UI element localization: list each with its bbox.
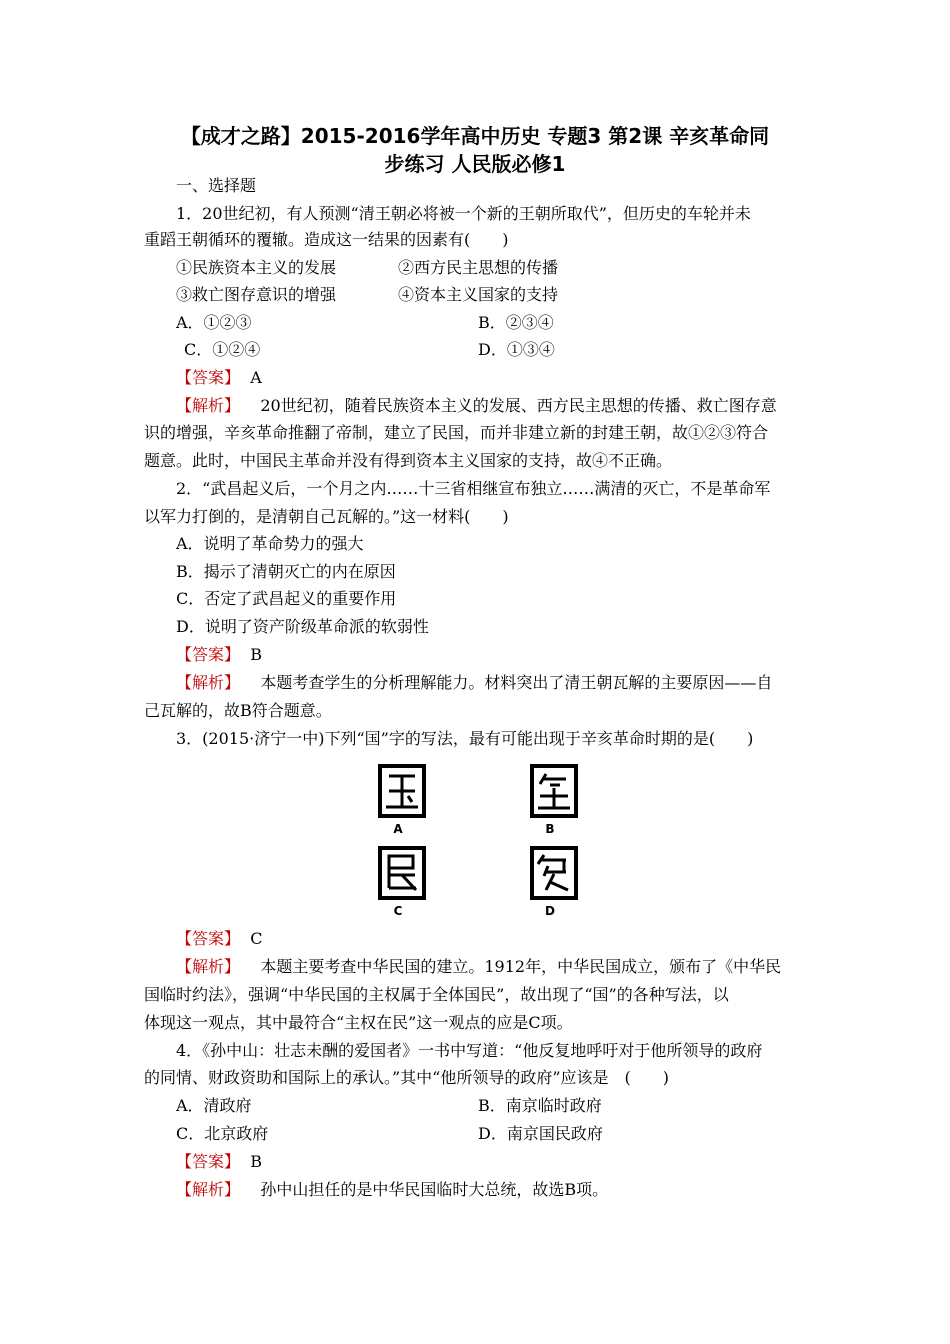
q4-stem-line-2: 的同情、财政资助和国际上的承认。”其中“他所领导的政府”应该是 ( ) bbox=[144, 1068, 670, 1087]
q4-option-d: D．南京国民政府 bbox=[478, 1124, 603, 1143]
answer-label: 【答案】 bbox=[176, 368, 241, 387]
answer-value: B bbox=[250, 1152, 262, 1171]
figure-label-c: C bbox=[393, 904, 403, 918]
q1-option-c: C．①②④ bbox=[184, 340, 261, 359]
q2-analysis-line-1 bbox=[176, 673, 772, 693]
q3-analysis-line-1 bbox=[176, 957, 781, 977]
document-title bbox=[100, 122, 850, 178]
figure-label-d: D bbox=[545, 904, 555, 918]
q2-option-d: D．说明了资产阶级革命派的软弱性 bbox=[176, 617, 429, 636]
answer-label: 【答案】 bbox=[176, 929, 241, 948]
figure-label-b: B bbox=[545, 822, 555, 836]
q1-option-a: A．①②③ bbox=[176, 313, 252, 332]
q3-analysis-line-3: 体现这一观点，其中最符合“主权在民”这一观点的应是C项。 bbox=[144, 1013, 573, 1032]
q3-answer bbox=[176, 929, 262, 949]
analysis-text: 本题考查学生的分析理解能力。材料突出了清王朝瓦解的主要原因——自 bbox=[260, 673, 773, 692]
q4-stem-line-1: 4．《孙中山：壮志未酬的爱国者》一书中写道：“他反复地呼吁对于他所领导的政府 bbox=[176, 1041, 763, 1060]
answer-value: C bbox=[250, 929, 263, 948]
q1-option-d: D．①③④ bbox=[478, 340, 555, 359]
answer-value: B bbox=[250, 645, 262, 664]
analysis-label: 【解析】 bbox=[176, 396, 241, 415]
q3-stem: 3．(2015·济宁一中)下列“国”字的写法，最有可能出现于辛亥革命时期的是( ) bbox=[176, 729, 754, 748]
analysis-label: 【解析】 bbox=[176, 1180, 241, 1199]
analysis-text: 20世纪初，随着民族资本主义的发展、西方民主思想的传播、救亡图存意 bbox=[260, 396, 777, 415]
q2-answer bbox=[176, 645, 262, 665]
q3-analysis-line-2: 国临时约法》，强调“中华民国的主权属于全体国民”，故出现了“国”的各种写法，以 bbox=[144, 985, 729, 1004]
answer-label: 【答案】 bbox=[176, 1152, 241, 1171]
q1-item-2: ②西方民主思想的传播 bbox=[398, 258, 559, 277]
q2-stem-line-2: 以军力打倒的，是清朝自己瓦解的。”这一材料( ) bbox=[144, 507, 509, 526]
title-line-2: 步练习 人民版必修1 bbox=[384, 152, 566, 176]
q1-stem-line-1: 1．20世纪初，有人预测“清王朝必将被一个新的王朝所取代”，但历史的车轮并未 bbox=[176, 204, 751, 223]
q1-item-4: ④资本主义国家的支持 bbox=[398, 285, 559, 304]
answer-value: A bbox=[250, 368, 262, 387]
q1-item-1: ①民族资本主义的发展 bbox=[176, 258, 337, 277]
analysis-text: 孙中山担任的是中华民国临时大总统，故选B项。 bbox=[260, 1180, 609, 1199]
q1-analysis-line-3: 题意。此时，中国民主革命并没有得到资本主义国家的支持，故④不正确。 bbox=[144, 451, 673, 470]
q1-option-b: B．②③④ bbox=[478, 313, 554, 332]
q4-option-a: A．清政府 bbox=[176, 1096, 252, 1115]
q1-analysis-line-2: 识的增强，辛亥革命推翻了帝制，建立了民国，而并非建立新的封建王朝，故①②③符合 bbox=[144, 423, 769, 442]
analysis-label: 【解析】 bbox=[176, 957, 241, 976]
figure-label-a: A bbox=[393, 822, 403, 836]
q2-option-a: A．说明了革命势力的强大 bbox=[176, 534, 364, 553]
q2-stem-line-1: 2．“武昌起义后，一个月之内……十三省相继宣布独立……满清的灭亡，不是革命军 bbox=[176, 479, 771, 498]
guo-glyph-c bbox=[372, 842, 432, 902]
guo-glyph-a bbox=[372, 760, 432, 820]
q2-analysis-line-2: 己瓦解的，故B符合题意。 bbox=[144, 701, 332, 720]
q1-stem-line-2: 重蹈王朝循环的覆辙。造成这一结果的因素有( ) bbox=[144, 230, 509, 249]
analysis-text: 本题主要考查中华民国的建立。1912年，中华民国成立，颁布了《中华民 bbox=[260, 957, 782, 976]
q2-option-c: C．否定了武昌起义的重要作用 bbox=[176, 589, 397, 608]
q4-option-c: C．北京政府 bbox=[176, 1124, 269, 1143]
q1-analysis-line-1 bbox=[176, 396, 777, 416]
title-line-1: 【成才之路】2015-2016学年高中历史 专题3 第2课 辛亥革命同 bbox=[180, 124, 770, 148]
answer-label: 【答案】 bbox=[176, 645, 241, 664]
guo-glyph-b bbox=[524, 760, 584, 820]
guo-glyph-d bbox=[524, 842, 584, 902]
q1-answer bbox=[176, 368, 262, 388]
q2-option-b: B．揭示了清朝灭亡的内在原因 bbox=[176, 562, 396, 581]
q4-option-b: B．南京临时政府 bbox=[478, 1096, 602, 1115]
q4-analysis-line-1 bbox=[176, 1180, 608, 1200]
q4-answer bbox=[176, 1152, 262, 1172]
analysis-label: 【解析】 bbox=[176, 673, 241, 692]
section-heading: 一、选择题 bbox=[176, 176, 257, 195]
q1-item-3: ③救亡图存意识的增强 bbox=[176, 285, 337, 304]
